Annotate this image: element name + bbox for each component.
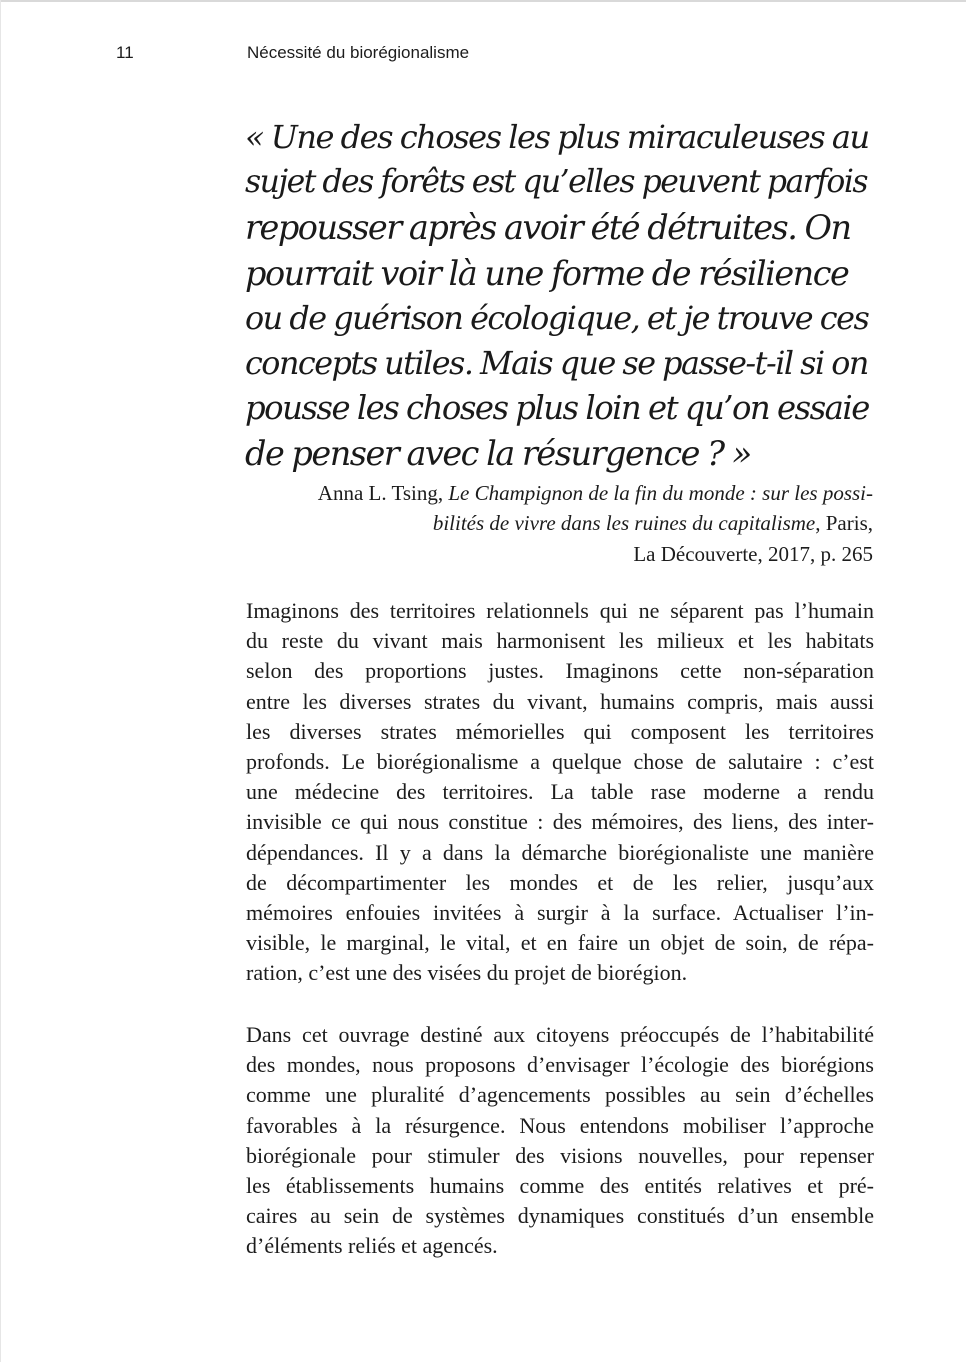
- text-line: profonds. Le biorégionalisme a quelque chose de salutaire : c’est: [246, 749, 874, 775]
- text-line: entre les diverses strates du vivant, humains compris, mais aussi: [246, 688, 874, 714]
- text-line: les établissements humains comme des entités relatives et pré-: [246, 1173, 874, 1199]
- epigraph-line: sujet des forêts est qu’elles peuvent parfois: [245, 164, 868, 201]
- epigraph-line: pourrait voir là une forme de résilience: [245, 253, 849, 293]
- text-line: de décompartimenter les mondes et de les relier, jusqu’aux: [246, 869, 874, 895]
- text-line: selon des proportions justes. Imaginons cette non-séparation: [246, 658, 874, 684]
- body-paragraph-2: [246, 1020, 874, 1262]
- text-line: une médecine des territoires. La table rase moderne a rendu: [246, 779, 874, 805]
- epigraph-line: « Une des choses les plus miraculeuses au: [245, 118, 869, 156]
- text-line: caires au sein de systèmes dynamiques constitués d’un ensemble: [246, 1203, 874, 1229]
- text-line: d’éléments reliés et agencés.: [246, 1233, 498, 1259]
- text-line: invisible ce qui nous constitue : des mémoires, des liens, des inter-: [246, 809, 874, 835]
- epigraph-line: ou de guérison écologique, et je trouve ces: [245, 298, 869, 337]
- text-line: les diverses strates mémorielles qui composent les territoires: [246, 718, 874, 744]
- attribution-place: , Paris,: [815, 511, 873, 536]
- attribution-title: Le Champignon de la fin du monde : sur les possi-: [448, 481, 873, 505]
- epigraph-line: de penser avec la résurgence ? »: [245, 434, 751, 474]
- page-number: 11: [116, 43, 134, 62]
- page-left-border: [0, 0, 1, 1362]
- epigraph-line: concepts utiles. Mais que se passe-t-il si on: [245, 345, 868, 383]
- text-line: comme une pluralité d’agencements possibles au sein d’échelles: [246, 1082, 874, 1108]
- epigraph-attribution: [245, 478, 873, 569]
- attribution-author: Anna L. Tsing,: [317, 481, 444, 505]
- attribution-line: [245, 478, 873, 508]
- text-line: du reste du vivant mais harmonisent les milieux et les habitats: [246, 628, 874, 654]
- text-line: visible, le marginal, le vital, et en faire un objet de soin, de répa-: [246, 930, 874, 956]
- text-line: biorégionale pour stimuler des visions nouvelles, pour repenser: [246, 1142, 874, 1168]
- body-paragraph-1: [246, 596, 874, 989]
- text-line: ration, c’est une des visées du projet de biorégion.: [246, 960, 688, 986]
- text-line: favorables à la résurgence. Nous entendons mobiliser l’approche: [246, 1112, 874, 1138]
- text-line: Dans cet ouvrage destiné aux citoyens préoccupés de l’habitabilité: [246, 1022, 874, 1047]
- text-line: mémoires enfouies invitées à surgir à la surface. Actualiser l’in-: [246, 900, 874, 926]
- attribution-publisher: La Découverte, 2017, p. 265: [633, 541, 873, 566]
- text-line: Imaginons des territoires relationnels qui ne séparent pas l’humain: [246, 598, 874, 623]
- text-line: des mondes, nous proposons d’envisager l’écologie des biorégions: [246, 1052, 874, 1078]
- epigraph-quote: [245, 115, 875, 477]
- epigraph-line: repousser après avoir été détruites. On: [245, 208, 851, 248]
- page-top-border: [0, 0, 966, 2]
- attribution-title: bilités de vivre dans les ruines du capitalisme: [432, 511, 816, 536]
- attribution-line: [245, 508, 873, 538]
- running-title: Nécessité du biorégionalisme: [247, 43, 470, 62]
- text-line: dépendances. Il y a dans la démarche biorégionaliste une manière: [246, 839, 874, 865]
- epigraph-line: pousse les choses plus loin et qu’on essaie: [245, 389, 869, 428]
